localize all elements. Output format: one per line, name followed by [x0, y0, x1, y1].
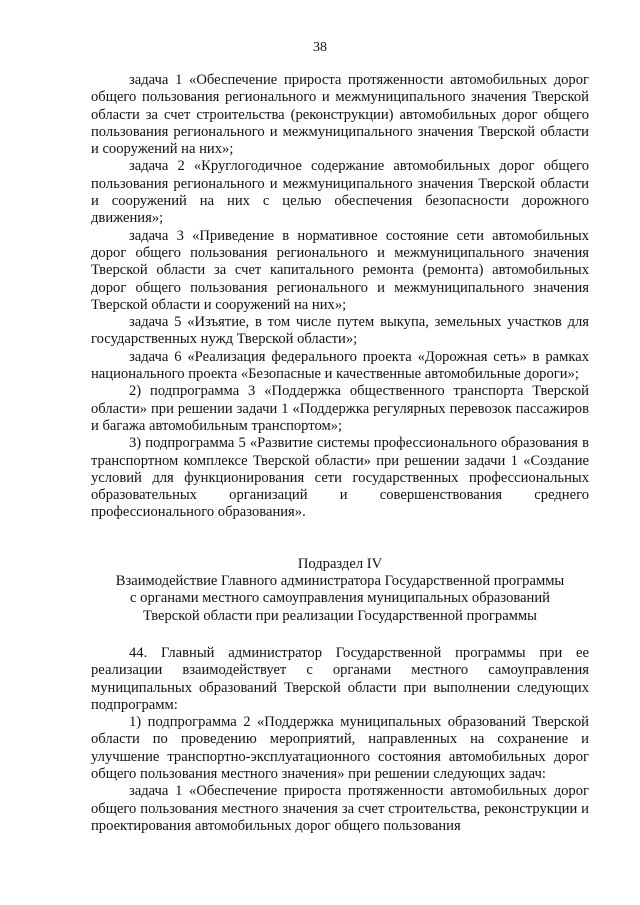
- section-subtitle: Подраздел IV: [297, 555, 383, 572]
- section-title-line-2: с органами местного самоуправления муниципальных образований: [130, 590, 550, 607]
- paragraph-subprogram-2: 1) подпрограмма 2 «Поддержка муниципальных образований Тверской области по проведению мероприятий, направленных на сохранение и улучшение транспортно-эксплуатационного состояния автомобильных дорог общего пользования местного значения» при решении следующих задач:: [91, 714, 589, 782]
- paragraph-task-5: задача 5 «Изъятие, в том числе путем выкупа, земельных участков для государственных нужд Тверской области»;: [91, 314, 589, 348]
- section-spacer: [91, 625, 589, 645]
- document-body: [91, 72, 589, 835]
- paragraph-subprogram-3: 2) подпрограмма 3 «Поддержка общественного транспорта Тверской области» при решении задачи 1 «Поддержка регулярных перевозок пассажиров и багажа автомобильным транспортом»;: [91, 383, 589, 434]
- section-heading: [77, 556, 603, 625]
- paragraph-subprogram-5: 3) подпрограмма 5 «Развитие системы профессионального образования в транспортном комплексе Тверской области» при решении задачи 1 «Создание условий для функционирования сети государственных профессиональных образовательных организаций и совершенствования среднего профессионального образования».: [91, 435, 589, 521]
- paragraph-local-task-1: задача 1 «Обеспечение прироста протяженности автомобильных дорог общего пользования местного значения за счет строительства, реконструкции и проектирования автомобильных дорог общего пользования: [91, 783, 589, 834]
- section-title-line-1: Взаимодействие Главного администратора Государственной программы: [115, 573, 565, 590]
- page-number: 38: [313, 40, 327, 55]
- paragraph-task-3: задача 3 «Приведение в нормативное состояние сети автомобильных дорог общего пользования регионального и межмуниципального значения Тверской области за счет капитального ремонта (ремонта) автомобильных дорог общего пользования регионального и межмуниципального значения Тверской области и сооружений на них»;: [91, 227, 589, 313]
- section-title-line-3: Тверской области при реализации Государственной программы: [143, 607, 537, 624]
- paragraph-clause-44: 44. Главный администратор Государственной программы при ее реализации взаимодействует с органами местного самоуправления муниципальных образований Тверской области при выполнении следующих подпрограмм:: [91, 644, 589, 713]
- paragraph-task-2: задача 2 «Круглогодичное содержание автомобильных дорог общего пользования регионального и межмуниципального значения Тверской области и сооружений на них с целью обеспечения безопасности дорожного движения»;: [91, 158, 589, 227]
- paragraph-task-6: задача 6 «Реализация федерального проекта «Дорожная сеть» в рамках национального проекта «Безопасные и качественные автомобильные дороги»;: [91, 348, 589, 383]
- paragraph-task-1: задача 1 «Обеспечение прироста протяженности автомобильных дорог общего пользования регионального и межмуниципального значения Тверской области за счет строительства (реконструкции) автомобильных дорог общего пользования регионального и межмуниципального значения Тверской области и сооружений на них»;: [91, 72, 589, 158]
